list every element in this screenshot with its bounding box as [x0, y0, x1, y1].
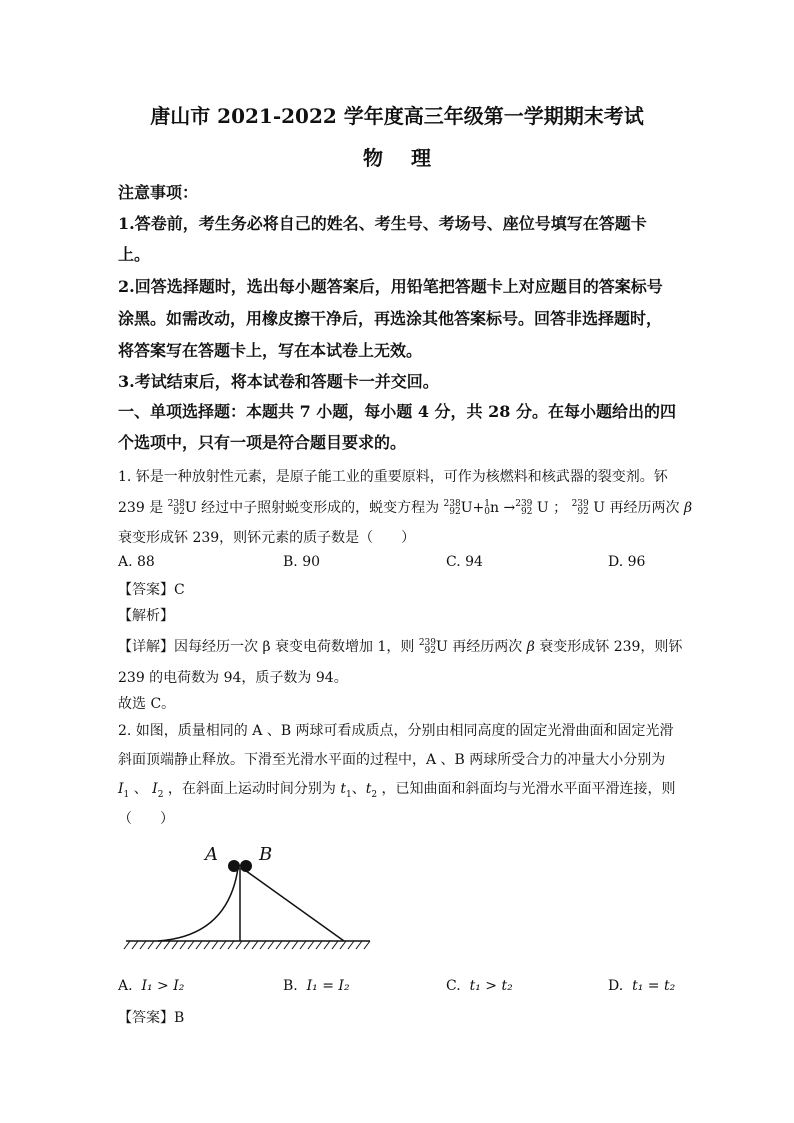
q2-text: 、 — [133, 781, 148, 797]
q2-line-4: （ ） — [118, 811, 174, 827]
beta-symbol: β — [526, 639, 535, 655]
notice-item-2-cont2: 将答案写在答题卡上，写在本试卷上无效。 — [118, 341, 423, 360]
notice-item-2-cont: 涂黑。如需改动，用橡皮擦干净后，再选涂其他答案标号。回答非选择题时， — [118, 309, 663, 328]
q1-answer: 【答案】C — [118, 582, 185, 598]
q1-text: ； — [553, 500, 568, 516]
q2-option-b[interactable]: B. I₁ = I₂ — [283, 978, 350, 994]
q2-option-d[interactable]: D. t₁ = t₂ — [608, 978, 676, 994]
q1-option-a[interactable]: A. 88 — [118, 554, 155, 570]
q1-text: 再经历两次 — [609, 500, 680, 516]
q2-answer: 【答案】B — [118, 1010, 185, 1026]
notice-item-2: 2.回答选择题时，选出每小题答案后，用铅笔把答题卡上对应题目的答案标号 — [118, 277, 663, 296]
q1-analysis: 【解析】 — [118, 608, 174, 624]
q1-text: 239 是 — [118, 500, 164, 516]
exam-title: 唐山市 2021-2022 学年度高三年级第一学期期末考试 — [150, 104, 644, 128]
q1-detail-text: 衰变形成钚 239，则钚 — [539, 639, 683, 655]
notice-heading: 注意事项： — [118, 183, 199, 202]
notice-item-1-cont: 上。 — [118, 245, 151, 264]
q1-line-2 — [118, 497, 692, 517]
nuclide-u238: 238 92 U — [167, 499, 197, 517]
q1-option-b[interactable]: B. 90 — [283, 554, 321, 570]
q1-detail-text: 【详解】因每经历一次 β 衰变电荷数增加 1，则 — [118, 639, 415, 655]
nuclide-u239: 239 92 U — [418, 638, 448, 656]
q1-detail-line-1 — [118, 636, 682, 656]
q1-option-c[interactable]: C. 94 — [446, 554, 483, 570]
q1-line-1: 1. 钚是一种放射性元素，是原子能工业的重要原料，可作为核燃料和核武器的裂变剂。钚 — [118, 469, 668, 485]
q2-line-1: 2. 如图，质量相同的 A 、B 两球可看成质点，分别由相同高度的固定光滑曲面和固定光滑 — [118, 723, 674, 739]
nuclide-u239: 239 92 U — [571, 499, 606, 517]
q2-text: ，已知曲面和斜面均与光滑水平面平滑连接，则 — [381, 781, 676, 797]
q1-detail-line-2: 239 的电荷数为 94，质子数为 94。 — [118, 670, 348, 686]
q2-option-a[interactable]: A. I₁ > I₂ — [118, 978, 185, 994]
q2-option-c[interactable]: C. t₁ > t₂ — [446, 978, 513, 994]
q2-line-2: 斜面顶端静止释放。下滑至光滑水平面的过程中，A 、B 两球所受合力的冲量大小分别为 — [118, 752, 666, 768]
q1-line-3: 衰变形成钚 239，则钚元素的质子数是（ ） — [118, 530, 416, 546]
notice-item-3: 3.考试结束后，将本试卷和答题卡一并交回。 — [118, 372, 439, 391]
q1-detail-text: 再经历两次 — [452, 639, 523, 655]
q1-text: 经过中子照射蜕变形成的，蜕变方程为 — [201, 500, 440, 516]
subject-title: 物理 — [363, 146, 459, 170]
q2-text: ，在斜面上运动时间分别为 — [167, 781, 336, 797]
slope-diagram — [118, 838, 378, 958]
section-heading-cont: 个选项中，只有一项是符合题目要求的。 — [118, 433, 407, 452]
label-b: B — [259, 844, 273, 865]
q1-conclusion: 故选 C。 — [118, 696, 176, 712]
label-a: A — [205, 844, 218, 865]
q2-line-3: $I_1$ 、 $I_2$ ，在斜面上运动时间分别为 $t_1$、$t_2$ ，已知曲面和斜面均与光滑水平面平滑连接，则 — [118, 781, 676, 800]
impulse-symbol: I — [118, 781, 124, 797]
decay-equation: 238 92 U+ 1 0 n → 239 92 U — [443, 499, 549, 517]
notice-item-1: 1.答卷前，考生务必将自己的姓名、考生号、考场号、座位号填写在答题卡 — [118, 214, 647, 233]
q1-option-d[interactable]: D. 96 — [608, 554, 646, 570]
section-heading: 一、单项选择题：本题共 7 小题，每小题 4 分，共 28 分。在每小题给出的四 — [118, 402, 676, 421]
beta-symbol: β — [683, 500, 693, 516]
impulse-symbol: I — [152, 781, 158, 797]
